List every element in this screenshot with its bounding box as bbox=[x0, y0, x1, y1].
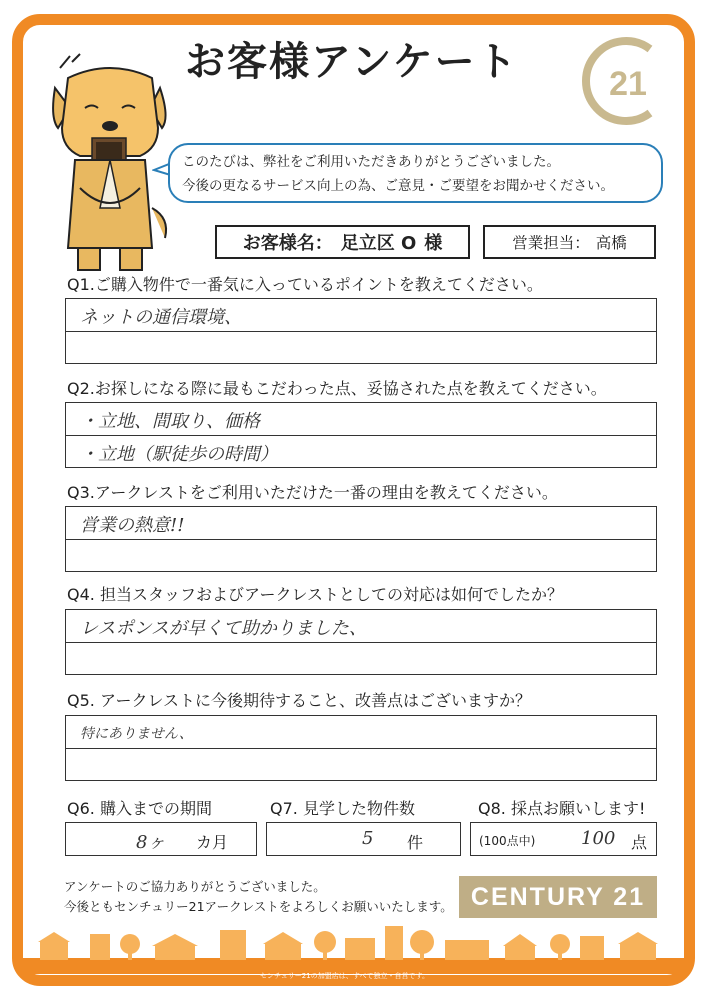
closing-line-1: アンケートのご協力ありがとうございました。 bbox=[64, 879, 326, 894]
century21-logo bbox=[580, 35, 672, 127]
question-7: Q7. 見学した物件数 bbox=[270, 799, 415, 818]
q6-value: 8ヶ bbox=[136, 832, 166, 853]
answer-box-1 bbox=[65, 298, 657, 364]
logo-text: 21 bbox=[609, 65, 647, 103]
q6-unit: カ月 bbox=[196, 833, 229, 852]
customer-name-box bbox=[215, 225, 470, 259]
answer-box-3 bbox=[65, 506, 657, 572]
answer-5-line-1: 特にありません、 bbox=[80, 726, 193, 742]
town-skyline-icon bbox=[20, 924, 687, 974]
q6-answer-box bbox=[65, 822, 257, 856]
century21-badge: CENTURY 21 bbox=[459, 876, 657, 918]
greeting-bubble bbox=[168, 143, 663, 203]
q7-unit: 件 bbox=[407, 833, 424, 852]
question-3: Q3.アークレストをご利用いただけた一番の理由を教えてください。 bbox=[67, 483, 558, 502]
question-8: Q8. 採点お願いします! bbox=[478, 799, 646, 818]
q8-unit: 点 bbox=[631, 833, 648, 852]
closing-message bbox=[64, 877, 453, 917]
answer-box-5 bbox=[65, 715, 657, 781]
question-6: Q6. 購入までの期間 bbox=[67, 799, 212, 818]
question-2: Q2.お探しになる際に最もこだわった点、妥協された点を教えてください。 bbox=[67, 379, 607, 398]
staff-name: 高橋 bbox=[595, 234, 627, 252]
question-4: Q4. 担当スタッフおよびアークレストとしての対応は如何でしたか？ bbox=[67, 585, 563, 604]
answer-box-2 bbox=[65, 402, 657, 468]
question-1: Q1.ご購入物件で一番気に入っているポイントを教えてください。 bbox=[67, 275, 543, 294]
greeting-line-2: 今後の更なるサービス向上の為、ご意見・ご要望をお聞かせください。 bbox=[182, 178, 614, 194]
answer-3-line-1: 営業の熱意!! bbox=[80, 515, 185, 536]
answer-4-line-1: レスポンスが早くて助かりました、 bbox=[80, 618, 367, 639]
answer-box-4 bbox=[65, 609, 657, 675]
customer-suffix: 様 bbox=[424, 233, 443, 254]
q7-value: 5 bbox=[362, 828, 374, 849]
answer-1-line-1: ネットの通信環境、 bbox=[80, 307, 242, 328]
footer-note: センチュリー21の加盟店は、すべて独立・自営です。 bbox=[260, 972, 429, 980]
q8-answer-box bbox=[470, 822, 657, 856]
q8-prefix: (100点中) bbox=[479, 834, 536, 848]
answer-2-line-1: ・立地、間取り、価格 bbox=[80, 411, 260, 432]
staff-box bbox=[483, 225, 656, 259]
staff-label: 営業担当： bbox=[512, 234, 590, 252]
customer-name: 足立区 O bbox=[340, 233, 417, 254]
question-5: Q5. アークレストに今後期待すること、改善点はございますか？ bbox=[67, 691, 531, 710]
q8-value: 100 bbox=[581, 828, 616, 849]
closing-line-2: 今後ともセンチュリー21アークレストをよろしくお願いいたします。 bbox=[64, 899, 453, 914]
customer-label: お客様名： bbox=[242, 233, 333, 254]
page-title: お客様アンケート bbox=[185, 39, 519, 85]
answer-2-line-2: ・立地（駅徒歩の時間） bbox=[80, 444, 278, 465]
q7-answer-box bbox=[266, 822, 461, 856]
greeting-line-1: このたびは、弊社をご利用いただきありがとうございました。 bbox=[182, 154, 560, 170]
